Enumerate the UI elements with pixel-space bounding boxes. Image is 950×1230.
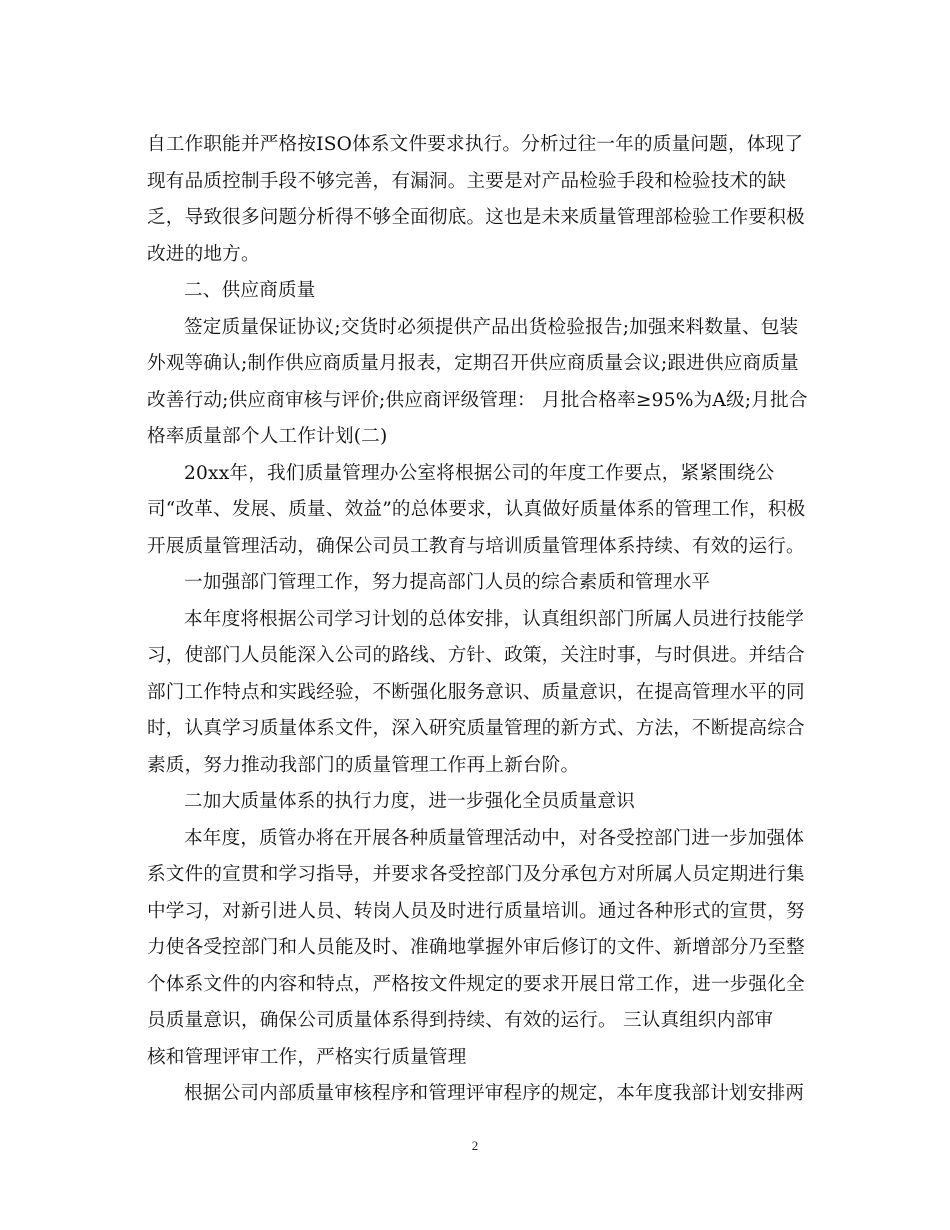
text-line: 自工作职能并严格按ISO体系文件要求执行。分析过往一年的质量问题，体现了	[147, 134, 804, 155]
section-heading: 一加强部门管理工作，努力提高部门人员的综合素质和管理水平	[184, 572, 711, 593]
text-line: 员质量意识，确保公司质量体系得到持续、有效的运行。 三认真组织内部审	[147, 1010, 774, 1031]
text-line: 外观等确认;制作供应商质量月报表，定期召开供应商质量会议;跟进供应商质量	[147, 353, 799, 374]
text-line: 改善行动;供应商审核与评价;供应商评级管理： 月批合格率≥95%为A级;月批合	[147, 389, 808, 411]
section-heading: 二加大质量体系的执行力度，进一步强化全员质量意识	[184, 791, 636, 812]
text-line: 签定质量保证协议;交货时必须提供产品出货检验报告;加强来料数量、包装	[184, 316, 799, 338]
text-line: 力使各受控部门和人员能及时、准确地掌握外审后修订的文件、新增部分乃至整	[147, 937, 805, 958]
text-line: 习，使部门人员能深入公司的路线、方针、政策，关注时事，与时俱进。并结合	[147, 645, 805, 666]
document-body	[147, 127, 807, 1113]
text-line: 现有品质控制手段不够完善，有漏洞。主要是对产品检验手段和检验技术的缺	[147, 170, 786, 192]
text-line: 乏，导致很多问题分析得不够全面彻底。这也是未来质量管理部检验工作要积极	[147, 207, 805, 228]
text-line: 本年度将根据公司学习计划的总体安排，认真组织部门所属人员进行技能学	[184, 608, 805, 630]
text-line: 部门工作特点和实践经验，不断强化服务意识、质量意识，在提高管理水平的同	[147, 681, 805, 703]
text-line: 时，认真学习质量体系文件，深入研究质量管理的新方式、方法，不断提高综合	[147, 718, 805, 739]
text-line: 素质，努力推动我部门的质量管理工作再上新台阶。	[147, 754, 580, 776]
text-line: 20xx年，我们质量管理办公室将根据公司的年度工作要点，紧紧围绕公	[184, 462, 775, 484]
text-line: 本年度，质管办将在开展各种质量管理活动中，对各受控部门进一步加强体	[184, 827, 805, 849]
text-line: 司“改革、发展、质量、效益”的总体要求，认真做好质量体系的管理工作，积极	[147, 499, 806, 520]
page-number: 2	[471, 1138, 479, 1153]
text-line: 格率质量部个人工作计划(二)	[147, 426, 388, 447]
text-line: 中学习，对新引进人员、转岗人员及时进行质量培训。通过各种形式的宣贯，努	[147, 900, 805, 922]
text-line: 根据公司内部质量审核程序和管理评审程序的规定，本年度我部计划安排两	[184, 1083, 805, 1104]
text-line: 系文件的宣贯和学习指导，并要求各受控部门及分承包方对所属人员定期进行集	[147, 864, 805, 885]
text-line: 个体系文件的内容和特点，严格按文件规定的要求开展日常工作，进一步强化全	[147, 973, 805, 995]
section-heading: 二、供应商质量	[184, 280, 316, 301]
text-line: 开展质量管理活动，确保公司员工教育与培训质量管理体系持续、有效的运行。	[147, 535, 805, 557]
text-line: 核和管理评审工作，严格实行质量管理	[147, 1046, 467, 1068]
text-line: 改进的地方。	[147, 243, 260, 265]
